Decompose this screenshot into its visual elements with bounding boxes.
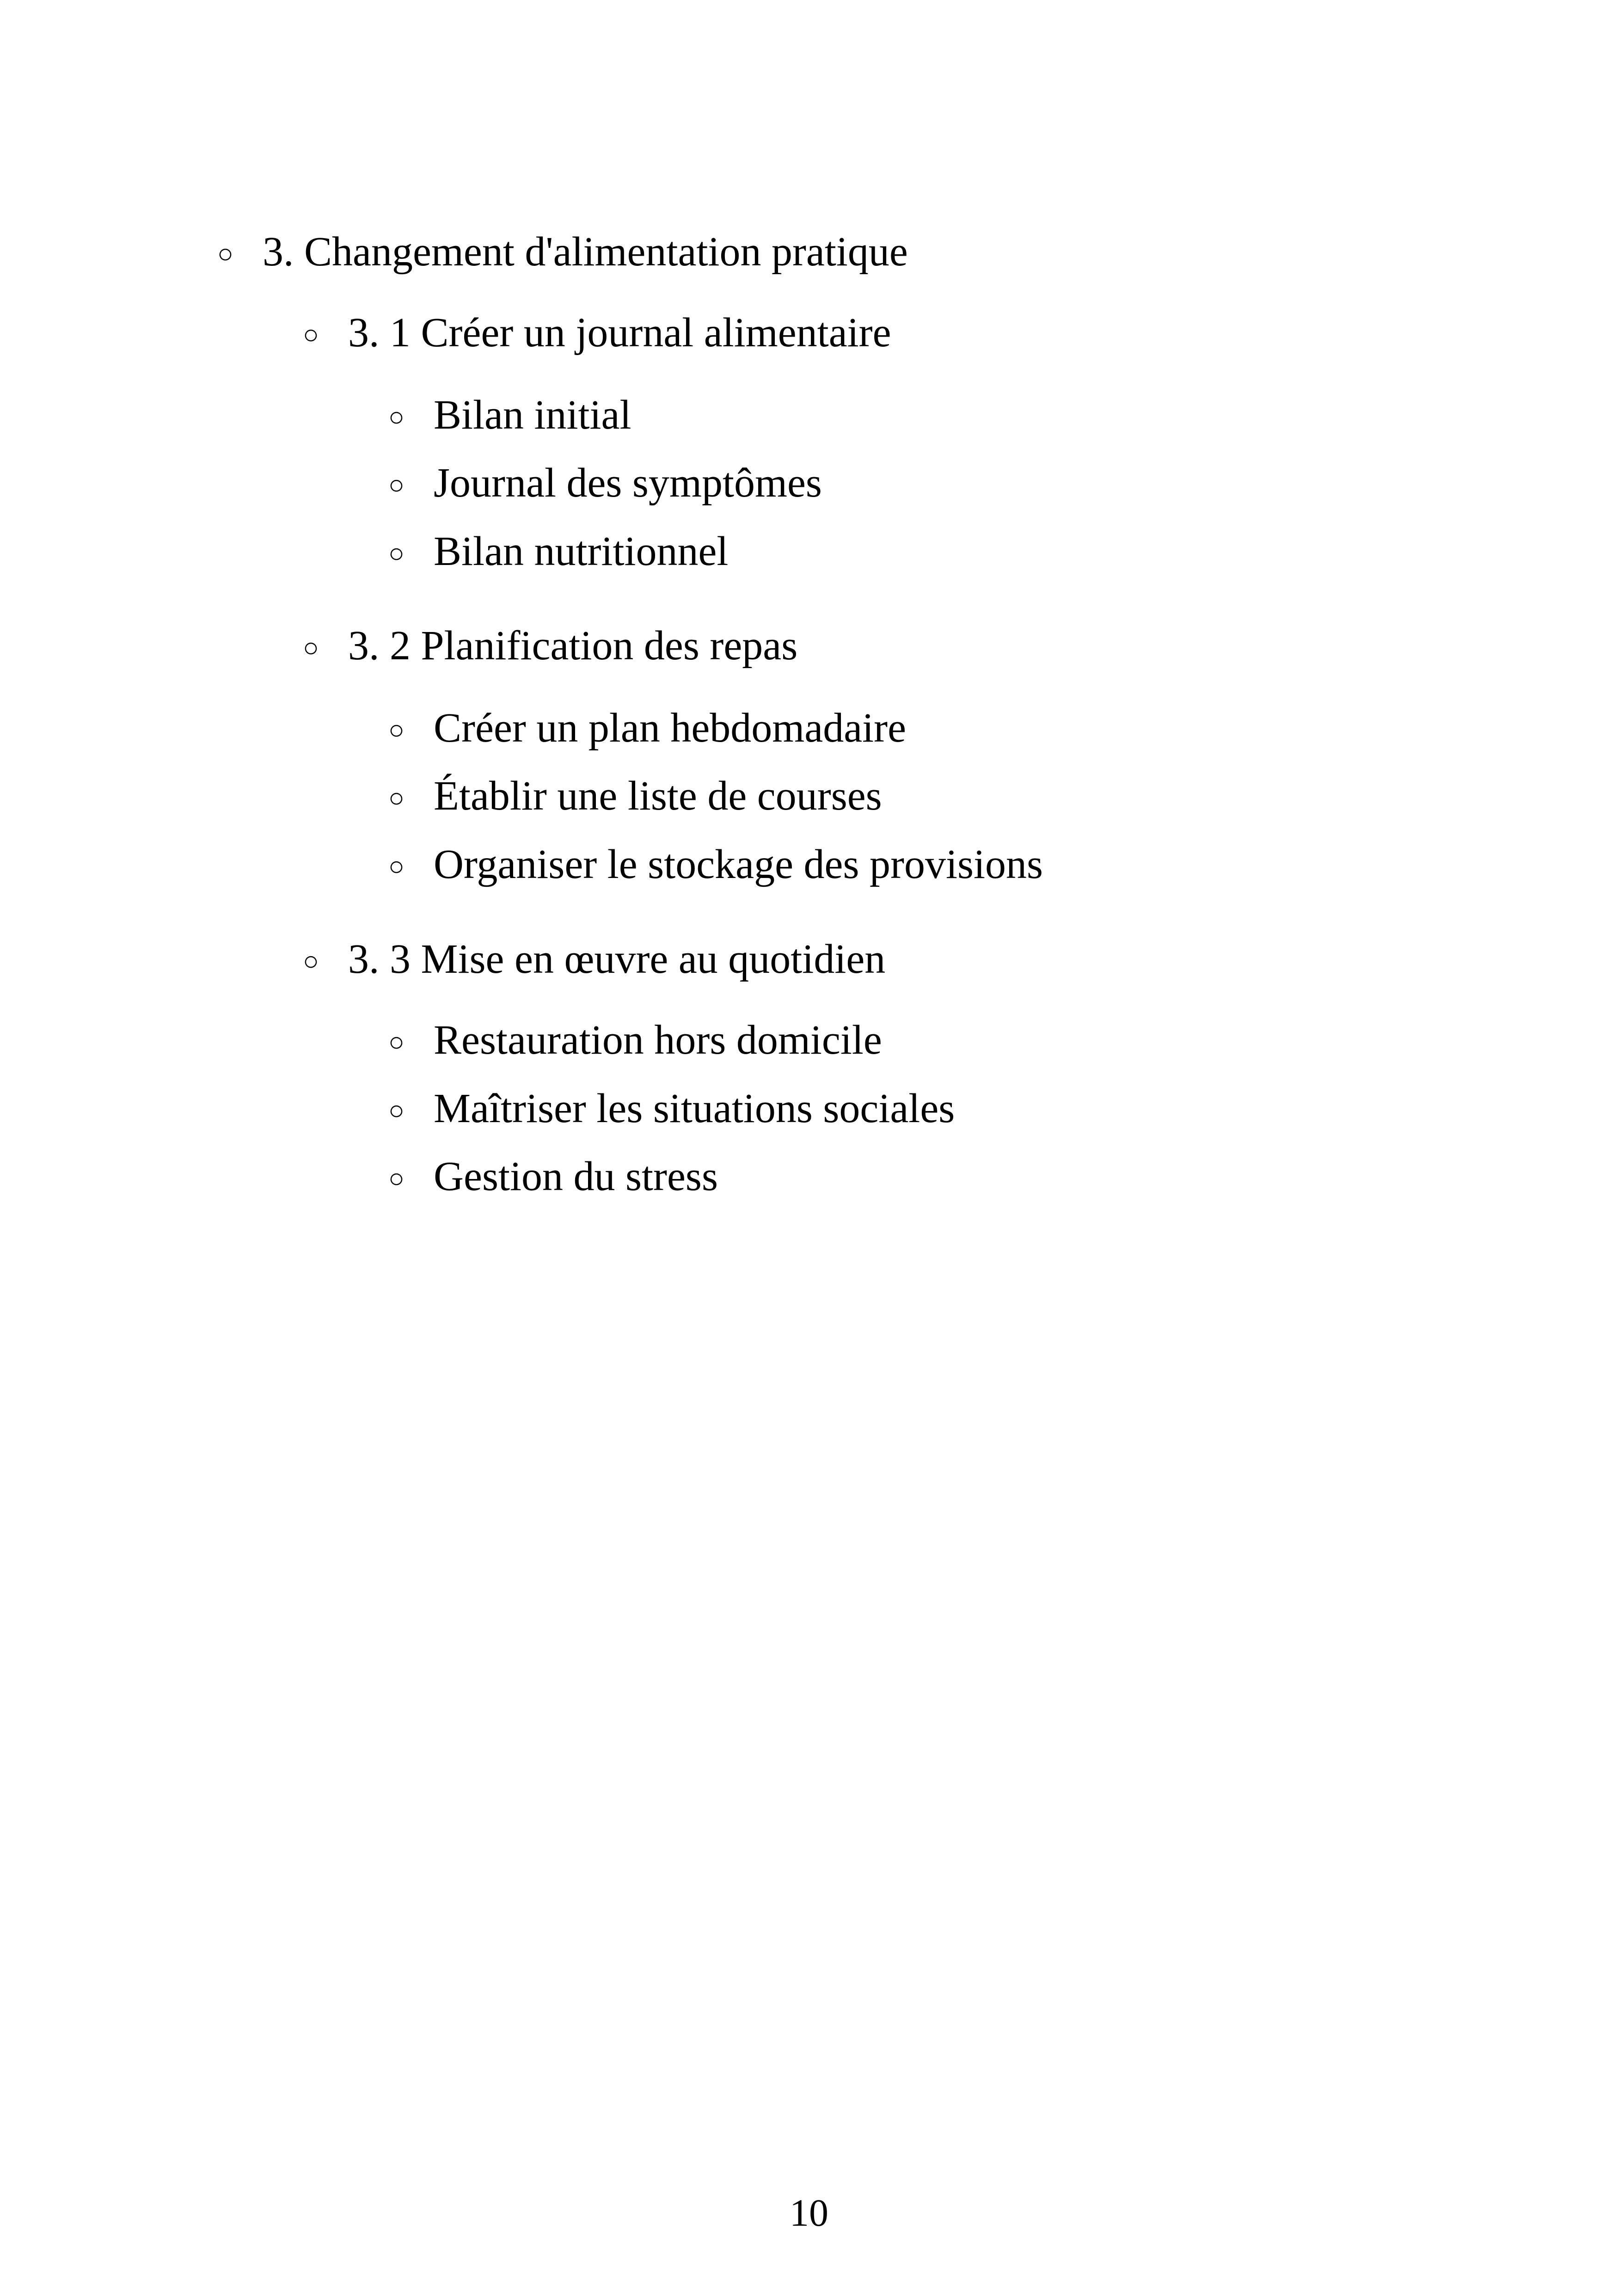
circle-bullet-icon: ○ bbox=[388, 783, 405, 813]
circle-bullet-icon: ○ bbox=[388, 1163, 405, 1193]
list-item-label: Journal des symptômes bbox=[434, 460, 822, 506]
circle-bullet-icon: ○ bbox=[217, 239, 234, 269]
list-item-label: Créer un plan hebdomadaire bbox=[434, 705, 907, 751]
list-item bbox=[388, 775, 882, 817]
circle-bullet-icon: ○ bbox=[388, 851, 405, 881]
list-item bbox=[388, 707, 906, 749]
list-item-label: Organiser le stockage des provisions bbox=[434, 841, 1043, 887]
subsection-title: 3. 3 Mise en œuvre au quotidien bbox=[348, 936, 886, 982]
list-item-label: Maîtriser les situations sociales bbox=[434, 1086, 955, 1131]
circle-bullet-icon: ○ bbox=[388, 538, 405, 568]
circle-bullet-icon: ○ bbox=[388, 470, 405, 500]
circle-bullet-icon: ○ bbox=[388, 715, 405, 745]
subsection-3-1 bbox=[303, 312, 891, 354]
list-item bbox=[388, 1019, 882, 1061]
list-item-label: Établir une liste de courses bbox=[434, 773, 882, 819]
circle-bullet-icon: ○ bbox=[303, 946, 319, 976]
subsection-title: 3. 2 Planification des repas bbox=[348, 623, 798, 669]
list-item bbox=[388, 462, 822, 504]
list-item-label: Gestion du stress bbox=[434, 1154, 718, 1199]
list-item bbox=[388, 1156, 718, 1197]
circle-bullet-icon: ○ bbox=[303, 319, 319, 350]
list-item bbox=[388, 841, 1043, 887]
circle-bullet-icon: ○ bbox=[388, 402, 405, 432]
subsection-title: 3. 1 Créer un journal alimentaire bbox=[348, 310, 891, 356]
page-number: 10 bbox=[790, 2192, 828, 2235]
list-item bbox=[388, 1088, 955, 1130]
list-item-label: Restauration hors domicile bbox=[434, 1017, 882, 1063]
list-item bbox=[388, 394, 631, 436]
list-item-label: Bilan nutritionnel bbox=[434, 528, 729, 574]
circle-bullet-icon: ○ bbox=[388, 1095, 405, 1125]
circle-bullet-icon: ○ bbox=[303, 632, 319, 663]
outline-section-3 bbox=[217, 231, 908, 273]
list-item bbox=[388, 528, 729, 574]
circle-bullet-icon: ○ bbox=[388, 1027, 405, 1057]
subsection-3-3 bbox=[303, 936, 886, 982]
subsection-3-2 bbox=[303, 625, 797, 667]
section-title: 3. Changement d'alimentation pratique bbox=[263, 229, 908, 275]
list-item-label: Bilan initial bbox=[434, 392, 631, 438]
